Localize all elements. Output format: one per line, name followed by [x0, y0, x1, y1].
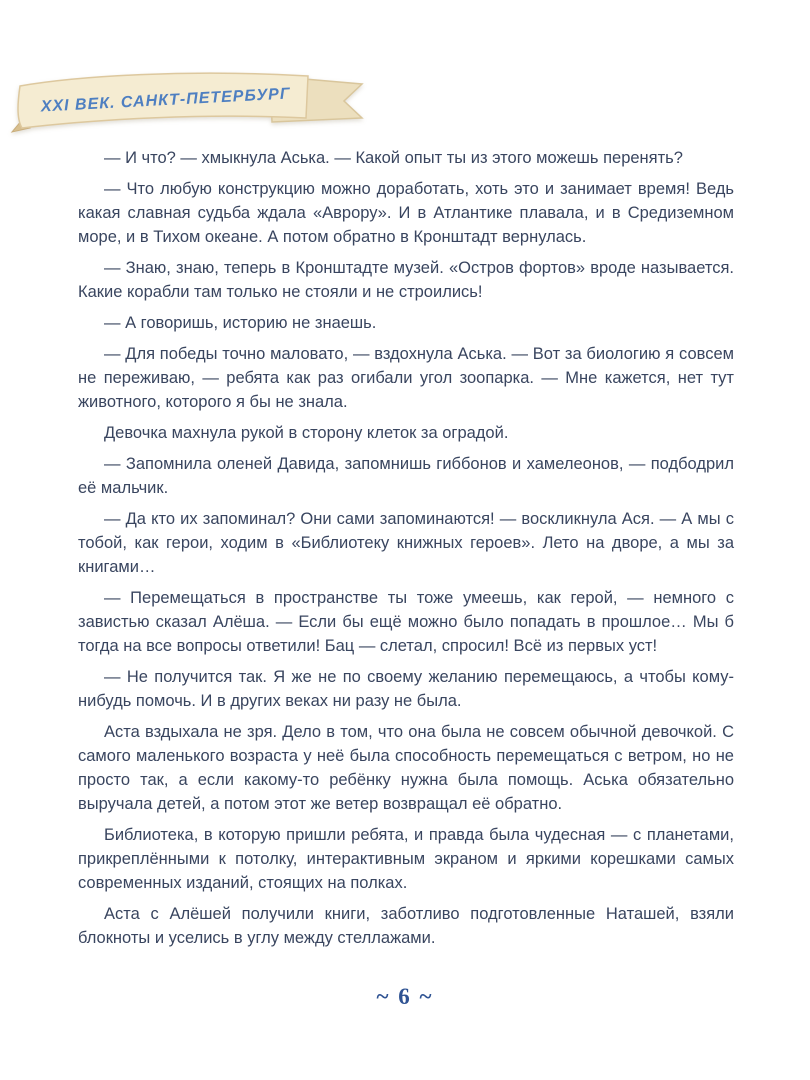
paragraph: — И что? — хмыкнула Аська. — Какой опыт ты из этого можешь перенять?	[104, 149, 683, 167]
paragraph: — Знаю, знаю, теперь в Кронштадте музей. «Остров фортов» вроде называется. Какие корабли там только не стояли и не строились!	[78, 259, 734, 301]
paragraph: Библиотека, в которую пришли ребята, и правда была чудесная — с планетами, прикреплёнными к потолку, интерактивным экраном и яркими корешками самых современных изданий, стоящих на полках.	[78, 826, 734, 892]
paragraph: — Перемещаться в пространстве ты тоже умеешь, как герой, — немного с завистью сказал Алёша. — Если бы ещё можно было попадать в прошлое… Мы б тогда на все вопросы ответили! Бац — слетал, спросил! Всё из первых уст!	[78, 589, 734, 655]
paragraph: Аста вздыхала не зря. Дело в том, что она была не совсем обычной девочкой. С самого маленького возраста у неё была способность перемещаться с ветром, но не просто так, а если какому-то ребёнку нужна была помощь. Аська обязательно выручала детей, а потом этот же ветер возвращал её обратно.	[78, 723, 734, 813]
story-text	[78, 146, 734, 957]
paragraph: — Да кто их запоминал? Они сами запоминаются! — воскликнула Ася. — А мы с тобой, как герои, ходим в «Библиотеку книжных героев». Лето на дворе, а мы за книгами…	[78, 510, 734, 576]
header-ribbon	[8, 56, 380, 148]
paragraph: — Что любую конструкцию можно доработать, хоть это и занимает время! Ведь какая славная судьба ждала «Аврору». И в Атлантике плавала, и в Средиземном море, и в Тихом океане. А потом обратно в Кронштадт вернулась.	[78, 180, 734, 246]
paragraph: Аста с Алёшей получили книги, заботливо подготовленные Наташей, взяли блокноты и уселись в углу между стеллажами.	[78, 905, 734, 947]
page-number: ~ 6 ~	[376, 984, 434, 1009]
paragraph: — А говоришь, историю не знаешь.	[104, 314, 377, 332]
paragraph: — Запомнила оленей Давида, запомнишь гиббонов и хамелеонов, — подбодрил её мальчик.	[78, 455, 734, 497]
paragraph: — Для победы точно маловато, — вздохнула Аська. — Вот за биологию я совсем не переживаю, — ребята как раз огибали угол зоопарка. — Мне кажется, нет тут животного, которого я бы не знала.	[78, 345, 734, 411]
paragraph: Девочка махнула рукой в сторону клеток за оградой.	[104, 424, 509, 442]
banner-title: XXI ВЕК. САНКТ-ПЕТЕРБУРГ	[40, 85, 292, 116]
paragraph: — Не получится так. Я же не по своему желанию перемещаюсь, а чтобы кому-нибудь помочь. И в других веках ни разу не была.	[78, 668, 734, 710]
